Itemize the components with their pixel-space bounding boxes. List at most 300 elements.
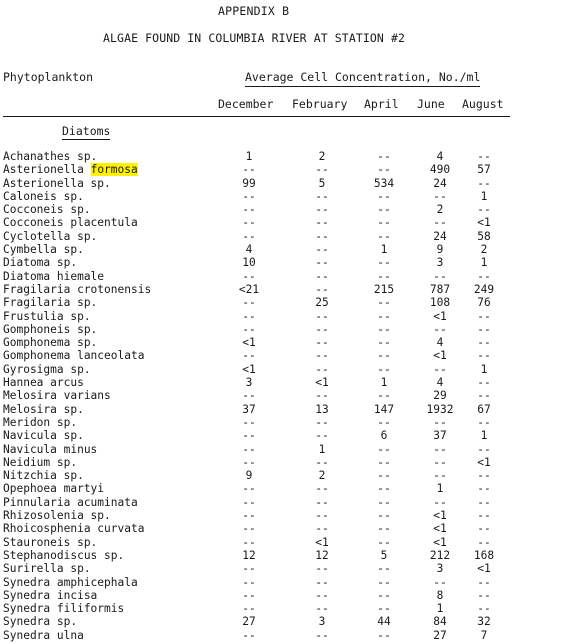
cell-value-june: -- <box>433 269 447 283</box>
cell-value-december: -- <box>242 389 256 403</box>
cell-value-april: -- <box>377 442 391 456</box>
cell-value-august: -- <box>477 495 491 509</box>
species-name-text: Synedra filiformis <box>3 602 125 616</box>
cell-value-june: 24 <box>433 176 447 190</box>
table-row <box>0 469 579 482</box>
cell-value-june: <1 <box>433 535 447 549</box>
cell-value-december: -- <box>242 229 256 243</box>
cell-value-february: -- <box>315 362 329 376</box>
table-row <box>0 310 579 323</box>
cell-value-december: 99 <box>242 176 256 190</box>
table-row <box>0 150 579 163</box>
highlighted-text: formosa <box>90 163 138 177</box>
cell-value-august: -- <box>477 349 491 363</box>
cell-value-june: 787 <box>429 282 451 296</box>
cell-value-april: 44 <box>377 615 391 629</box>
cell-value-february: -- <box>315 243 329 257</box>
cell-value-august: -- <box>477 442 491 456</box>
cell-value-august: -- <box>477 389 491 403</box>
cell-value-april: -- <box>377 535 391 549</box>
species-name-text: Frustulia sp. <box>3 309 91 323</box>
table-row <box>0 349 579 362</box>
cell-value-april: -- <box>377 203 391 217</box>
cell-value-april: -- <box>377 256 391 270</box>
cell-value-february: -- <box>315 336 329 350</box>
cell-value-june: 4 <box>436 336 444 350</box>
cell-value-june: 3 <box>436 562 444 576</box>
species-name <box>3 429 84 442</box>
cell-value-june: 4 <box>436 150 444 163</box>
cell-value-june: <1 <box>433 349 447 363</box>
table-row <box>0 576 579 589</box>
species-name <box>3 456 77 469</box>
cell-value-august: -- <box>477 482 491 496</box>
species-name <box>3 349 144 362</box>
cell-value-august: 168 <box>473 548 495 562</box>
cell-value-june: 24 <box>433 229 447 243</box>
cell-value-june: -- <box>433 415 447 429</box>
species-name <box>3 270 104 283</box>
month-header-august: August <box>462 97 504 111</box>
cell-value-april: 1 <box>380 376 388 390</box>
cell-value-august: 1 <box>480 362 488 376</box>
table-row <box>0 562 579 575</box>
cell-value-december: -- <box>242 535 256 549</box>
species-name-text: Cocconeis placentula <box>3 216 138 230</box>
cell-value-february: -- <box>315 269 329 283</box>
cell-value-june: 84 <box>433 615 447 629</box>
species-name <box>3 522 144 535</box>
cell-value-april: -- <box>377 336 391 350</box>
cell-value-february: -- <box>315 562 329 576</box>
cell-value-june: 490 <box>429 163 451 177</box>
cell-value-february: 2 <box>318 150 326 163</box>
table-row <box>0 522 579 535</box>
cell-value-april: -- <box>377 189 391 203</box>
species-name <box>3 256 77 269</box>
cell-value-february: 3 <box>318 615 326 629</box>
cell-value-june: 9 <box>436 243 444 257</box>
species-name <box>3 549 124 562</box>
species-name-text: Pinnularia acuminata <box>3 495 138 509</box>
species-name <box>3 482 104 495</box>
table-row <box>0 283 579 296</box>
species-name-text: Opephoea martyi <box>3 482 105 496</box>
cell-value-april: 534 <box>373 176 395 190</box>
species-name <box>3 589 97 602</box>
cell-value-april: 5 <box>380 548 388 562</box>
table-row <box>0 536 579 549</box>
cell-value-august: 1 <box>480 256 488 270</box>
cell-value-august: 57 <box>477 163 491 177</box>
cell-value-april: -- <box>377 349 391 363</box>
cell-value-april: -- <box>377 415 391 429</box>
cell-value-june: 27 <box>433 628 447 642</box>
cell-value-december: -- <box>242 189 256 203</box>
cell-value-february: -- <box>315 163 329 177</box>
species-name <box>3 629 84 642</box>
cell-value-april: -- <box>377 163 391 177</box>
cell-value-february: 5 <box>318 176 326 190</box>
cell-value-april: -- <box>377 628 391 642</box>
cell-value-august: 67 <box>477 402 491 416</box>
cell-value-april: -- <box>377 362 391 376</box>
cell-value-december: -- <box>242 269 256 283</box>
species-name <box>3 163 138 176</box>
cell-value-june: -- <box>433 495 447 509</box>
species-name-text: Stauroneis sp. <box>3 535 98 549</box>
species-name-text: Synedra sp. <box>3 615 78 629</box>
cell-value-february: -- <box>315 588 329 602</box>
cell-value-december: -- <box>242 296 256 310</box>
species-name-text: Asterionella sp. <box>3 176 111 190</box>
species-name <box>3 190 84 203</box>
cell-value-august: -- <box>477 322 491 336</box>
cell-value-august: -- <box>477 522 491 536</box>
cell-value-february: -- <box>315 349 329 363</box>
species-name-text: Hannea arcus <box>3 376 84 390</box>
cell-value-february: -- <box>315 522 329 536</box>
table-row <box>0 629 579 642</box>
cell-value-june: 37 <box>433 429 447 443</box>
cell-value-august: 1 <box>480 429 488 443</box>
cell-value-december: -- <box>242 163 256 177</box>
cell-value-december: 3 <box>245 376 253 390</box>
table-row <box>0 389 579 402</box>
cell-value-december: -- <box>242 522 256 536</box>
cell-value-december: <1 <box>242 362 256 376</box>
species-name <box>3 389 111 402</box>
cell-value-august: 58 <box>477 229 491 243</box>
species-name <box>3 310 91 323</box>
table-row <box>0 509 579 522</box>
cell-value-august: -- <box>477 469 491 483</box>
species-name <box>3 296 97 309</box>
cell-value-april: -- <box>377 229 391 243</box>
cell-value-june: -- <box>433 216 447 230</box>
cell-value-december: -- <box>242 349 256 363</box>
table-row <box>0 549 579 562</box>
cell-value-april: -- <box>377 562 391 576</box>
table-row <box>0 336 579 349</box>
cell-value-august: -- <box>477 575 491 589</box>
cell-value-december: -- <box>242 562 256 576</box>
cell-value-december: 10 <box>242 256 256 270</box>
cell-value-august: -- <box>477 203 491 217</box>
cell-value-february: -- <box>315 509 329 523</box>
cell-value-april: 215 <box>373 282 395 296</box>
species-name-text: Rhizosolenia sp. <box>3 509 111 523</box>
cell-value-april: -- <box>377 150 391 163</box>
month-header-april: April <box>364 97 399 111</box>
cell-value-december: 1 <box>245 150 253 163</box>
table-row <box>0 363 579 376</box>
cell-value-december: -- <box>242 628 256 642</box>
month-header-february: February <box>292 97 348 111</box>
cell-value-june: 29 <box>433 389 447 403</box>
species-name <box>3 403 84 416</box>
species-name-text: Navicula sp. <box>3 429 84 443</box>
cell-value-february: 12 <box>315 548 329 562</box>
table-row <box>0 203 579 216</box>
species-name <box>3 177 111 190</box>
cell-value-june: 1932 <box>426 402 454 416</box>
species-name-text: Gomphoneis sp. <box>3 322 98 336</box>
table-row <box>0 456 579 469</box>
species-name <box>3 509 111 522</box>
appendix-heading: APPENDIX B <box>218 4 290 18</box>
cell-value-february: -- <box>315 495 329 509</box>
cell-value-april: -- <box>377 389 391 403</box>
cell-value-february: 13 <box>315 402 329 416</box>
cell-value-april: 1 <box>380 243 388 257</box>
cell-value-june: -- <box>433 322 447 336</box>
species-name <box>3 376 84 389</box>
species-name <box>3 576 138 589</box>
cell-value-august: -- <box>477 269 491 283</box>
cell-value-august: -- <box>477 535 491 549</box>
average-concentration-header: Average Cell Concentration, No./ml <box>245 70 480 87</box>
cell-value-december: -- <box>242 309 256 323</box>
cell-value-august: -- <box>477 309 491 323</box>
cell-value-december: 37 <box>242 402 256 416</box>
species-name-text: Neidium sp. <box>3 455 78 469</box>
cell-value-december: -- <box>242 588 256 602</box>
cell-value-december: -- <box>242 482 256 496</box>
cell-value-december: -- <box>242 455 256 469</box>
cell-value-april: -- <box>377 269 391 283</box>
cell-value-june: -- <box>433 455 447 469</box>
table-row <box>0 482 579 495</box>
month-header-row <box>0 97 579 111</box>
phytoplankton-header: Phytoplankton <box>3 70 94 84</box>
cell-value-april: -- <box>377 509 391 523</box>
cell-value-december: -- <box>242 509 256 523</box>
cell-value-august: <1 <box>477 455 491 469</box>
section-diatoms: Diatoms <box>62 124 111 138</box>
cell-value-february: -- <box>315 309 329 323</box>
cell-value-august: -- <box>477 509 491 523</box>
cell-value-june: -- <box>433 362 447 376</box>
species-name-text: Cocconeis sp. <box>3 203 91 217</box>
cell-value-june: 1 <box>436 602 444 616</box>
species-name-text: Gomphonema sp. <box>3 336 98 350</box>
cell-value-december: 12 <box>242 548 256 562</box>
cell-value-june: -- <box>433 189 447 203</box>
cell-value-august: 32 <box>477 615 491 629</box>
cell-value-february: <1 <box>315 376 329 390</box>
cell-value-february: -- <box>315 575 329 589</box>
species-name <box>3 216 138 229</box>
cell-value-june: 1 <box>436 482 444 496</box>
cell-value-december: 4 <box>245 243 253 257</box>
cell-value-august: -- <box>477 588 491 602</box>
species-name-text: Synedra incisa <box>3 588 98 602</box>
species-name-text: Melosira sp. <box>3 402 84 416</box>
cell-value-february: -- <box>315 203 329 217</box>
cell-value-april: -- <box>377 602 391 616</box>
cell-value-august: -- <box>477 602 491 616</box>
cell-value-april: 6 <box>380 429 388 443</box>
species-name-text: Caloneis sp. <box>3 189 84 203</box>
cell-value-june: <1 <box>433 509 447 523</box>
species-name <box>3 323 97 336</box>
species-name <box>3 203 91 216</box>
cell-value-august: 1 <box>480 189 488 203</box>
table-row <box>0 230 579 243</box>
cell-value-june: -- <box>433 575 447 589</box>
cell-value-august: -- <box>477 376 491 390</box>
month-header-june: June <box>417 97 445 111</box>
cell-value-february: 25 <box>315 296 329 310</box>
species-name-text: Cymbella sp. <box>3 243 84 257</box>
species-name-text: Synedra ulna <box>3 628 84 642</box>
cell-value-june: 4 <box>436 376 444 390</box>
cell-value-april: -- <box>377 482 391 496</box>
table-row <box>0 243 579 256</box>
table-row <box>0 496 579 509</box>
table-row <box>0 589 579 602</box>
species-name-text: Navicula minus <box>3 442 98 456</box>
cell-value-december: -- <box>242 322 256 336</box>
cell-value-february: -- <box>315 389 329 403</box>
cell-value-february: -- <box>315 628 329 642</box>
table-row <box>0 296 579 309</box>
cell-value-april: -- <box>377 455 391 469</box>
cell-value-february: -- <box>315 455 329 469</box>
cell-value-december: -- <box>242 495 256 509</box>
cell-value-june: 212 <box>429 548 451 562</box>
cell-value-february: -- <box>315 229 329 243</box>
cell-value-june: <1 <box>433 309 447 323</box>
cell-value-december: -- <box>242 442 256 456</box>
cell-value-june: 2 <box>436 203 444 217</box>
cell-value-december: -- <box>242 429 256 443</box>
species-name-text: Fragilaria sp. <box>3 296 98 310</box>
table-row <box>0 163 579 176</box>
cell-value-june: -- <box>433 469 447 483</box>
cell-value-april: 147 <box>373 402 395 416</box>
cell-value-april: -- <box>377 216 391 230</box>
cell-value-february: -- <box>315 602 329 616</box>
cell-value-august: 76 <box>477 296 491 310</box>
cell-value-december: -- <box>242 415 256 429</box>
species-name-text: Surirella sp. <box>3 562 91 576</box>
cell-value-february: 1 <box>318 442 326 456</box>
cell-value-august: 7 <box>480 628 488 642</box>
table-row <box>0 323 579 336</box>
species-name-text: Melosira varians <box>3 389 111 403</box>
species-name-text: Nitzchia sp. <box>3 469 84 483</box>
species-name-text: Meridon sp. <box>3 415 78 429</box>
cell-value-december: 27 <box>242 615 256 629</box>
cell-value-april: -- <box>377 588 391 602</box>
table-row <box>0 615 579 628</box>
species-table <box>0 150 579 642</box>
species-name <box>3 150 97 163</box>
cell-value-february: 2 <box>318 469 326 483</box>
cell-value-february: -- <box>315 282 329 296</box>
cell-value-june: <1 <box>433 522 447 536</box>
cell-value-august: -- <box>477 336 491 350</box>
cell-value-december: 9 <box>245 469 253 483</box>
species-name <box>3 336 97 349</box>
species-name <box>3 443 97 456</box>
table-row <box>0 270 579 283</box>
species-name <box>3 469 84 482</box>
cell-value-february: -- <box>315 216 329 230</box>
cell-value-april: -- <box>377 469 391 483</box>
table-row <box>0 403 579 416</box>
table-row <box>0 256 579 269</box>
cell-value-august: -- <box>477 150 491 163</box>
cell-value-february: -- <box>315 482 329 496</box>
cell-value-august: <1 <box>477 562 491 576</box>
cell-value-february: -- <box>315 429 329 443</box>
cell-value-june: 3 <box>436 256 444 270</box>
species-name-text: Diatoma hiemale <box>3 269 105 283</box>
cell-value-august: 249 <box>473 282 495 296</box>
species-name-text: Diatoma sp. <box>3 256 78 270</box>
cell-value-june: 8 <box>436 588 444 602</box>
table-row <box>0 416 579 429</box>
cell-value-april: -- <box>377 495 391 509</box>
species-name <box>3 615 77 628</box>
cell-value-august: <1 <box>477 216 491 230</box>
species-name-text: Gyrosigma sp. <box>3 362 91 376</box>
cell-value-december: <1 <box>242 336 256 350</box>
cell-value-december: -- <box>242 602 256 616</box>
species-name-text: Rhoicosphenia curvata <box>3 522 145 536</box>
species-name <box>3 230 97 243</box>
cell-value-august: 2 <box>480 243 488 257</box>
species-name-text: Gomphonema lanceolata <box>3 349 145 363</box>
cell-value-april: -- <box>377 575 391 589</box>
species-name-text: Asterionella <box>3 163 84 177</box>
cell-value-february: <1 <box>315 535 329 549</box>
cell-value-december: -- <box>242 216 256 230</box>
table-row <box>0 376 579 389</box>
cell-value-february: -- <box>315 189 329 203</box>
cell-value-april: -- <box>377 522 391 536</box>
month-header-december: December <box>218 97 274 111</box>
species-name-text: Cyclotella sp. <box>3 229 98 243</box>
cell-value-april: -- <box>377 296 391 310</box>
cell-value-august: -- <box>477 415 491 429</box>
table-row <box>0 602 579 615</box>
species-name <box>3 243 84 256</box>
species-name <box>3 562 91 575</box>
cell-value-december: -- <box>242 575 256 589</box>
table-row <box>0 216 579 229</box>
cell-value-february: -- <box>315 415 329 429</box>
species-name-text: Achanathes sp. <box>3 150 98 163</box>
cell-value-december: -- <box>242 203 256 217</box>
header-divider <box>3 116 510 117</box>
cell-value-december: <21 <box>238 282 260 296</box>
table-row <box>0 429 579 442</box>
cell-value-april: -- <box>377 309 391 323</box>
cell-value-february: -- <box>315 256 329 270</box>
cell-value-april: -- <box>377 322 391 336</box>
species-name-text: Fragilaria crotonensis <box>3 282 152 296</box>
cell-value-february: -- <box>315 322 329 336</box>
species-name <box>3 536 97 549</box>
table-row <box>0 177 579 190</box>
cell-value-june: -- <box>433 442 447 456</box>
cell-value-june: 108 <box>429 296 451 310</box>
species-name <box>3 416 77 429</box>
